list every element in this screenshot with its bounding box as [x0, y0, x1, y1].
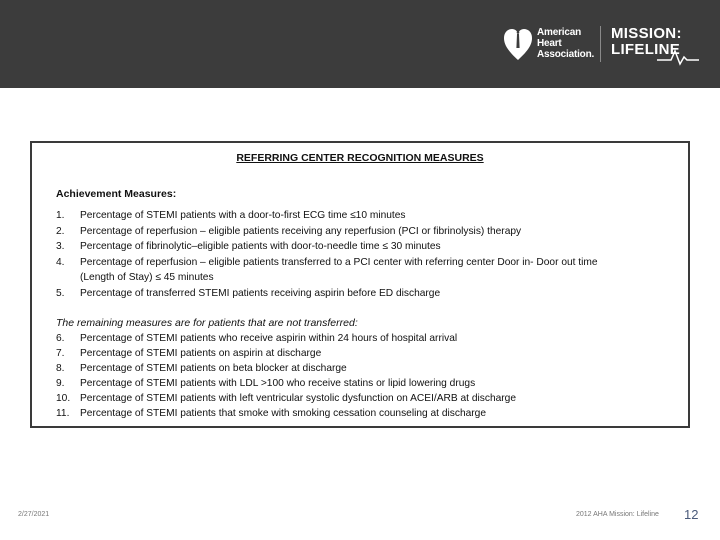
logo-divider [600, 26, 601, 62]
footer-date: 2/27/2021 [18, 511, 50, 518]
list-item: 3. Percentage of fibrinolytic–eligible patients with door-to-needle time ≤ 30 minutes [56, 241, 441, 252]
page-number: 12 [684, 507, 699, 522]
measures-panel [30, 141, 690, 428]
list-item: 10. Percentage of STEMI patients with left ventricular systolic dysfunction on ACEI/ARB at discharge [56, 393, 517, 404]
header-bar [0, 0, 720, 88]
list-item: 2. Percentage of reperfusion – eligible patients receiving any reperfusion (PCI or fibrinolysis) therapy [56, 226, 522, 237]
aha-logo-text: American Heart Association. [537, 27, 595, 60]
footer-text: 2012 AHA Mission: Lifeline [576, 511, 659, 518]
list-item: 6. Percentage of STEMI patients who receive aspirin within 24 hours of hospital arrival [56, 333, 458, 344]
list-item: 11. Percentage of STEMI patients that smoke with smoking cessation counseling at discharge [56, 408, 487, 419]
list-item: 1. Percentage of STEMI patients with a door-to-first ECG time ≤10 minutes [56, 210, 406, 221]
list-item: 7. Percentage of STEMI patients on aspirin at discharge [56, 348, 322, 359]
list-item: 9. Percentage of STEMI patients with LDL >100 who receive statins or lipid lowering drugs [56, 378, 476, 389]
list-item: 4. Percentage of reperfusion – eligible patients transferred to a PCI center with referring center Door in- Door out time [56, 257, 598, 268]
mission-lifeline-logo: MISSION: LIFELINE [611, 25, 682, 58]
heart-torch-icon [503, 26, 533, 62]
ecg-line-icon [657, 48, 699, 66]
achievement-heading: Achievement Measures: [56, 188, 177, 200]
remaining-heading: The remaining measures are for patients that are not transferred: [56, 317, 358, 329]
panel-title: REFERRING CENTER RECOGNITION MEASURES [236, 152, 484, 164]
list-item: 5. Percentage of transferred STEMI patients receiving aspirin before ED discharge [56, 288, 441, 299]
aha-logo [503, 22, 598, 66]
list-item-continuation: (Length of Stay) ≤ 45 minutes [80, 272, 214, 283]
list-item: 8. Percentage of STEMI patients on beta blocker at discharge [56, 363, 347, 374]
